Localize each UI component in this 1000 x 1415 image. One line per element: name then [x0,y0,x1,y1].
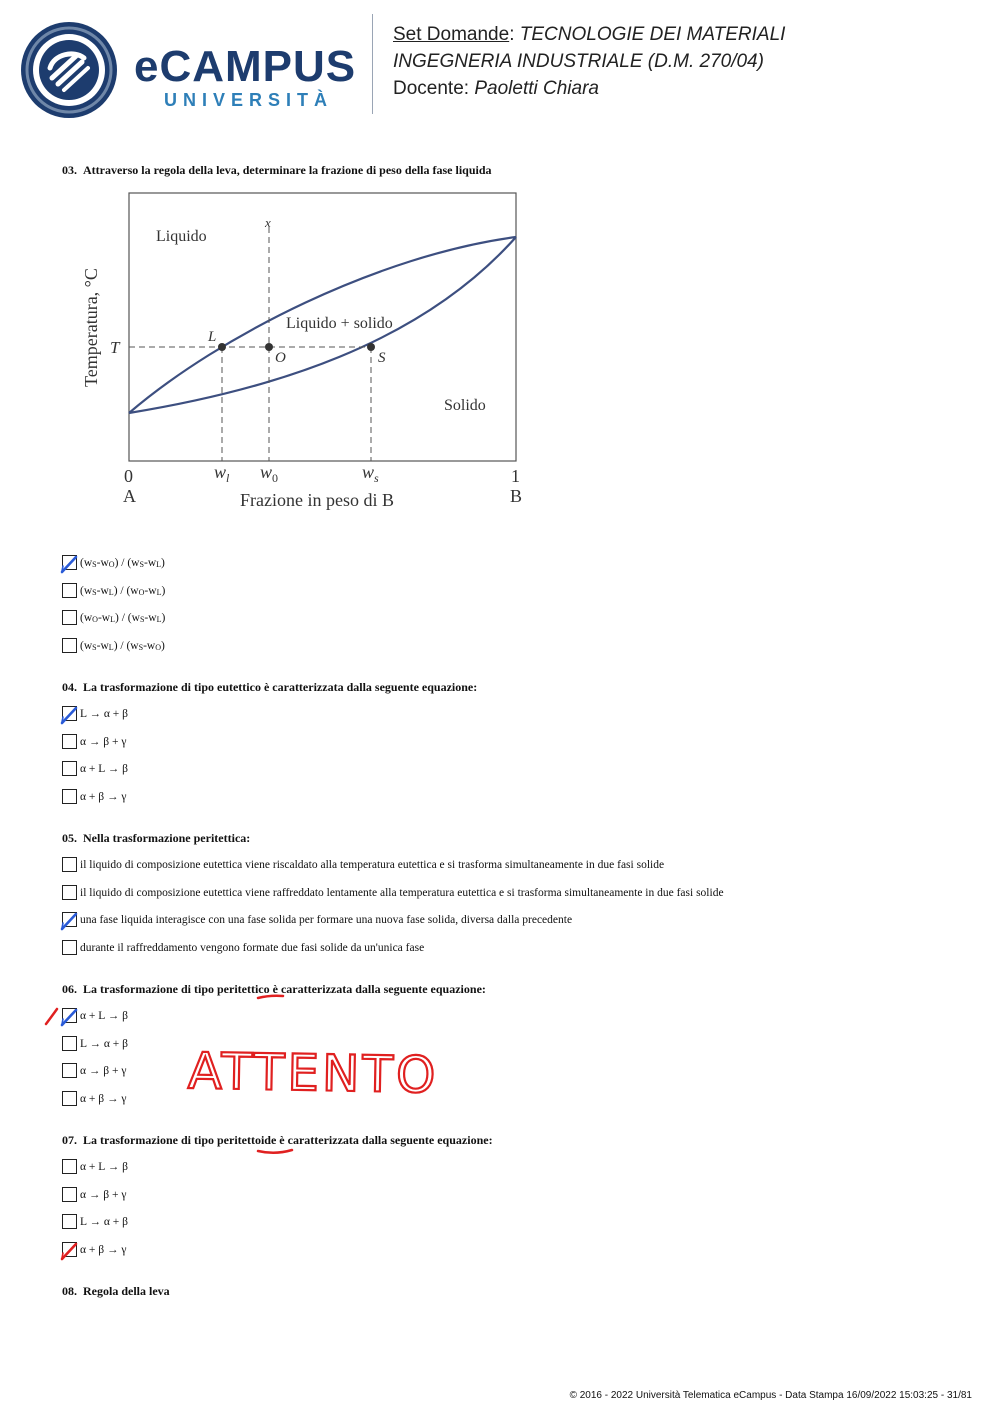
label-T: T [110,338,120,357]
answer-option[interactable] [62,555,165,570]
answer-option[interactable] [62,583,165,598]
point-L [218,343,226,351]
answer-option[interactable] [62,789,126,804]
answer-option[interactable] [62,885,724,900]
x-tick-1: 1 [511,466,520,486]
answer-option[interactable] [62,940,424,955]
check-mark-icon [60,1241,80,1261]
label-O: O [275,350,286,366]
course-title: TECNOLOGIE DEI MATERIALI [519,24,786,45]
region-liquid: Liquido [156,228,207,245]
tick-wl: $w_l$ [214,462,230,485]
page-footer: © 2016 - 2022 Università Telematica eCampus - Data Stampa 16/09/2022 15:03:25 - 31/81 [569,1390,972,1401]
option-text: $(w_O-w_L) / (w_S-w_L)$ [80,611,166,624]
answer-option[interactable] [62,1242,126,1257]
label-L: L [208,329,217,345]
question-04-title: 04. La trasformazione di tipo eutettico è caratterizzata dalla seguente equazione: [62,680,478,694]
y-axis-label: Temperatura, °C [81,268,101,387]
teacher-name: Paoletti Chiara [474,78,599,99]
option-text: α + L → β [80,1160,128,1173]
underline-peritettoide [258,1150,292,1153]
option-text: $(w_S-w_O) / (w_S-w_L)$ [80,556,165,569]
answer-option[interactable] [62,761,128,776]
logo [14,20,364,120]
check-mark-icon [60,1007,80,1027]
x-axis-label: Frazione in peso di B [240,490,394,510]
checkbox[interactable] [62,940,77,955]
answer-option[interactable] [62,1008,128,1023]
question-06-title: 06. La trasformazione di tipo peritettico è caratterizzata dalla seguente equazione: [62,982,486,996]
option-text: L → α + β [80,1037,128,1050]
option-text: α + L → β [80,762,128,775]
teacher-label: Docente [393,78,464,99]
question-03-title: 03. Attraverso la regola della leva, determinare la frazione di peso della fase liquida [62,163,492,177]
region-solid: Solido [444,397,486,414]
checkbox[interactable] [62,761,77,776]
check-mark-icon [60,554,80,574]
option-text: α + β → γ [80,1243,127,1256]
checkbox[interactable] [62,1063,77,1078]
checkbox[interactable] [62,583,77,598]
option-text: α → β + γ [80,1064,127,1077]
option-text: L → α + β [80,1215,128,1228]
checkbox-checked[interactable] [62,706,77,721]
checkbox[interactable] [62,1091,77,1106]
checkbox[interactable] [62,734,77,749]
x-marker: x [265,215,271,230]
option-text: il liquido di composizione eutettica viene raffreddato lentamente alla temperatura eutettica e si trasforma simultaneamente in due fasi solide [80,886,724,899]
checkbox-checked[interactable] [62,912,77,927]
checkbox-checked[interactable] [62,1008,77,1023]
x-tick-0: 0 [124,466,133,486]
option-text: $(w_S-w_L) / (w_O-w_L)$ [80,584,166,597]
red-slash-mark [46,1009,57,1024]
option-text: α → β + γ [80,735,127,748]
tick-ws: $w_s$ [362,462,379,485]
point-O [265,343,273,351]
answer-option[interactable] [62,638,165,653]
checkbox[interactable] [62,789,77,804]
answer-option[interactable] [62,1091,126,1106]
question-05-title: 05. Nella trasformazione peritettica: [62,831,251,845]
checkbox[interactable] [62,1187,77,1202]
answer-option[interactable] [62,857,664,872]
answer-option[interactable] [62,706,128,721]
checkbox-checked[interactable] [62,1242,77,1257]
option-text: α + β → γ [80,1092,127,1105]
x-end-B: B [510,486,523,506]
answer-option[interactable] [62,912,572,927]
check-mark-icon [60,705,80,725]
region-mix: Liquido + solido [286,315,393,332]
answer-option[interactable] [62,1036,128,1051]
answer-option[interactable] [62,1063,126,1078]
x-end-A: A [123,486,136,506]
checkbox[interactable] [62,857,77,872]
set-label: Set Domande [393,24,510,45]
option-text: α + L → β [80,1009,128,1022]
option-text: $(w_S-w_L) / (w_S-w_O)$ [80,639,165,652]
option-text: α → β + γ [80,1188,127,1201]
attento-annotation: ATTENTO [187,1042,439,1105]
logo-subtitle: UNIVERSITÀ [164,90,334,110]
checkbox[interactable] [62,1036,77,1051]
checkbox[interactable] [62,1159,77,1174]
option-text: L → α + β [80,707,128,720]
degree-title: INGEGNERIA INDUSTRIALE (D.M. 270/04) [393,51,764,72]
answer-option[interactable] [62,1214,128,1229]
answer-option[interactable] [62,1159,128,1174]
answer-option[interactable] [62,1187,126,1202]
answer-option[interactable] [62,734,126,749]
point-S [367,343,375,351]
question-08-title: 08. Regola della leva [62,1284,170,1298]
checkbox-checked[interactable] [62,555,77,570]
option-text: durante il raffreddamento vengono formate due fasi solide da un'unica fase [80,941,425,954]
checkbox[interactable] [62,885,77,900]
header-divider [372,14,373,114]
answer-option[interactable] [62,610,165,625]
checkbox[interactable] [62,610,77,625]
checkbox[interactable] [62,638,77,653]
option-text: α + β → γ [80,790,127,803]
option-text: una fase liquida interagisce con una fase solida per formare una nuova fase solida, diversa dalla precedente [80,913,573,926]
check-mark-icon [60,911,80,931]
logo-brand: eCAMPUS [134,42,357,91]
phase-diagram [70,185,540,520]
option-text: il liquido di composizione eutettica viene riscaldato alla temperatura eutettica e si trasforma simultaneamente in due fasi solide [80,858,665,871]
question-07-title: 07. La trasformazione di tipo peritettoide è caratterizzata dalla seguente equazione: [62,1133,493,1147]
header-info: Set Domande: TECNOLOGIE DEI MATERIALI INGEGNERIA INDUSTRIALE (D.M. 270/04) Docente: Paoletti Chiara [393,24,786,99]
label-S: S [378,350,386,366]
tick-w0: $w_0$ [260,462,279,485]
checkbox[interactable] [62,1214,77,1229]
